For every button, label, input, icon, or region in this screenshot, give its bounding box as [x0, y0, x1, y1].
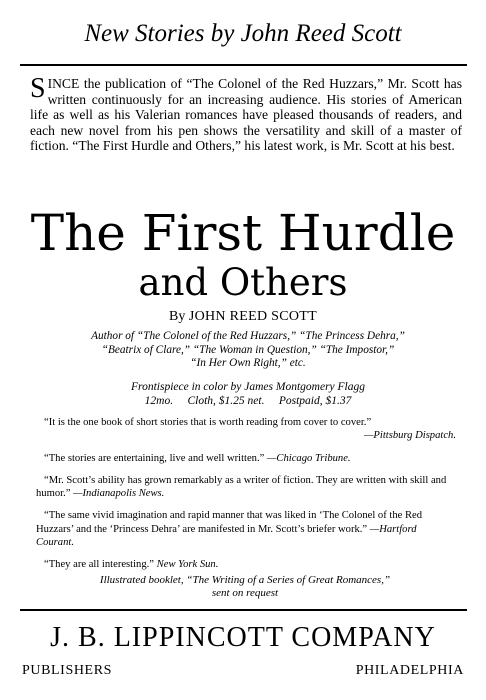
review-source: New York Sun. — [156, 559, 219, 571]
review-list — [36, 416, 456, 581]
review-quote: “It is the one book of short stories that is worth reading from cover to cover.” — [44, 417, 372, 428]
book-title-line-2: and Others — [138, 261, 348, 304]
drop-cap: S — [30, 73, 46, 104]
review-item — [36, 558, 456, 571]
author-of-line: “In Her Own Right,” etc. — [190, 357, 306, 370]
review-source: —Chicago Tribune. — [266, 452, 351, 464]
author-of-line: Author of “The Colonel of the Red Huzzars,” “The Princess Dehra,” — [91, 330, 405, 342]
review-item — [36, 452, 456, 465]
publishers-label: PUBLISHERS — [22, 663, 113, 678]
booklet-line: sent on request — [211, 587, 279, 599]
review-item — [36, 416, 456, 443]
author-of-list — [40, 330, 456, 371]
review-source: —Pittsburg Dispatch. — [363, 430, 456, 442]
booklet-offer — [30, 574, 460, 600]
intro-text: INCE the publication of “The Colonel of the Red Huzzars,” Mr. Scott has written continuously for an increasing audience. His stories of American life as well as his Valerian romances have pleased thousands of readers, and each new novel from his pen shows the versatility and skill of a master of fiction. “The First Hurdle and Others,” his latest work, is Mr. Scott at his best. — [30, 76, 462, 154]
author-of-line: “Beatrix of Clare,” “The Woman in Question,” “The Impostor,” — [101, 343, 395, 356]
review-item — [36, 474, 456, 501]
edition-details — [40, 380, 456, 408]
top-rule — [20, 64, 467, 66]
frontispiece-note: Frontispiece in color by James Montgomery Flagg — [131, 381, 365, 393]
review-quote: “Mr. Scott’s ability has grown remarkably as a writer of fiction. They are written with skill and humor.” — [36, 474, 447, 500]
review-quote: “The same vivid imagination and rapid manner that was liked in ‘The Colonel of the Red Huzzars’ and the ‘Princess Dehra’ are manifested in Mr. Scott’s briefer work.” — [36, 510, 423, 535]
byline — [0, 308, 486, 326]
page-header: New Stories by John Reed Scott — [84, 20, 402, 47]
byline-prefix: By — [168, 309, 186, 324]
review-source: —Indianapolis News. — [73, 488, 165, 500]
review-source: —Hartford Courant. — [36, 523, 417, 549]
byline-author: JOHN REED SCOTT — [188, 309, 317, 324]
bottom-rule — [20, 609, 467, 611]
book-title-line-1: The First Hurdle — [30, 204, 456, 262]
review-item — [36, 509, 456, 549]
city-label: PHILADELPHIA — [355, 663, 464, 678]
review-quote: “They are all interesting.” — [44, 559, 155, 571]
booklet-line: Illustrated booklet, “The Writing of a Series of Great Romances,” — [99, 574, 391, 586]
price-line: 12mo. Cloth, $1.25 net. Postpaid, $1.37 — [144, 395, 352, 407]
intro-paragraph — [30, 73, 462, 154]
review-quote: “The stories are entertaining, live and well written.” — [44, 452, 265, 464]
publisher-name: J. B. LIPPINCOTT COMPANY — [50, 622, 436, 653]
